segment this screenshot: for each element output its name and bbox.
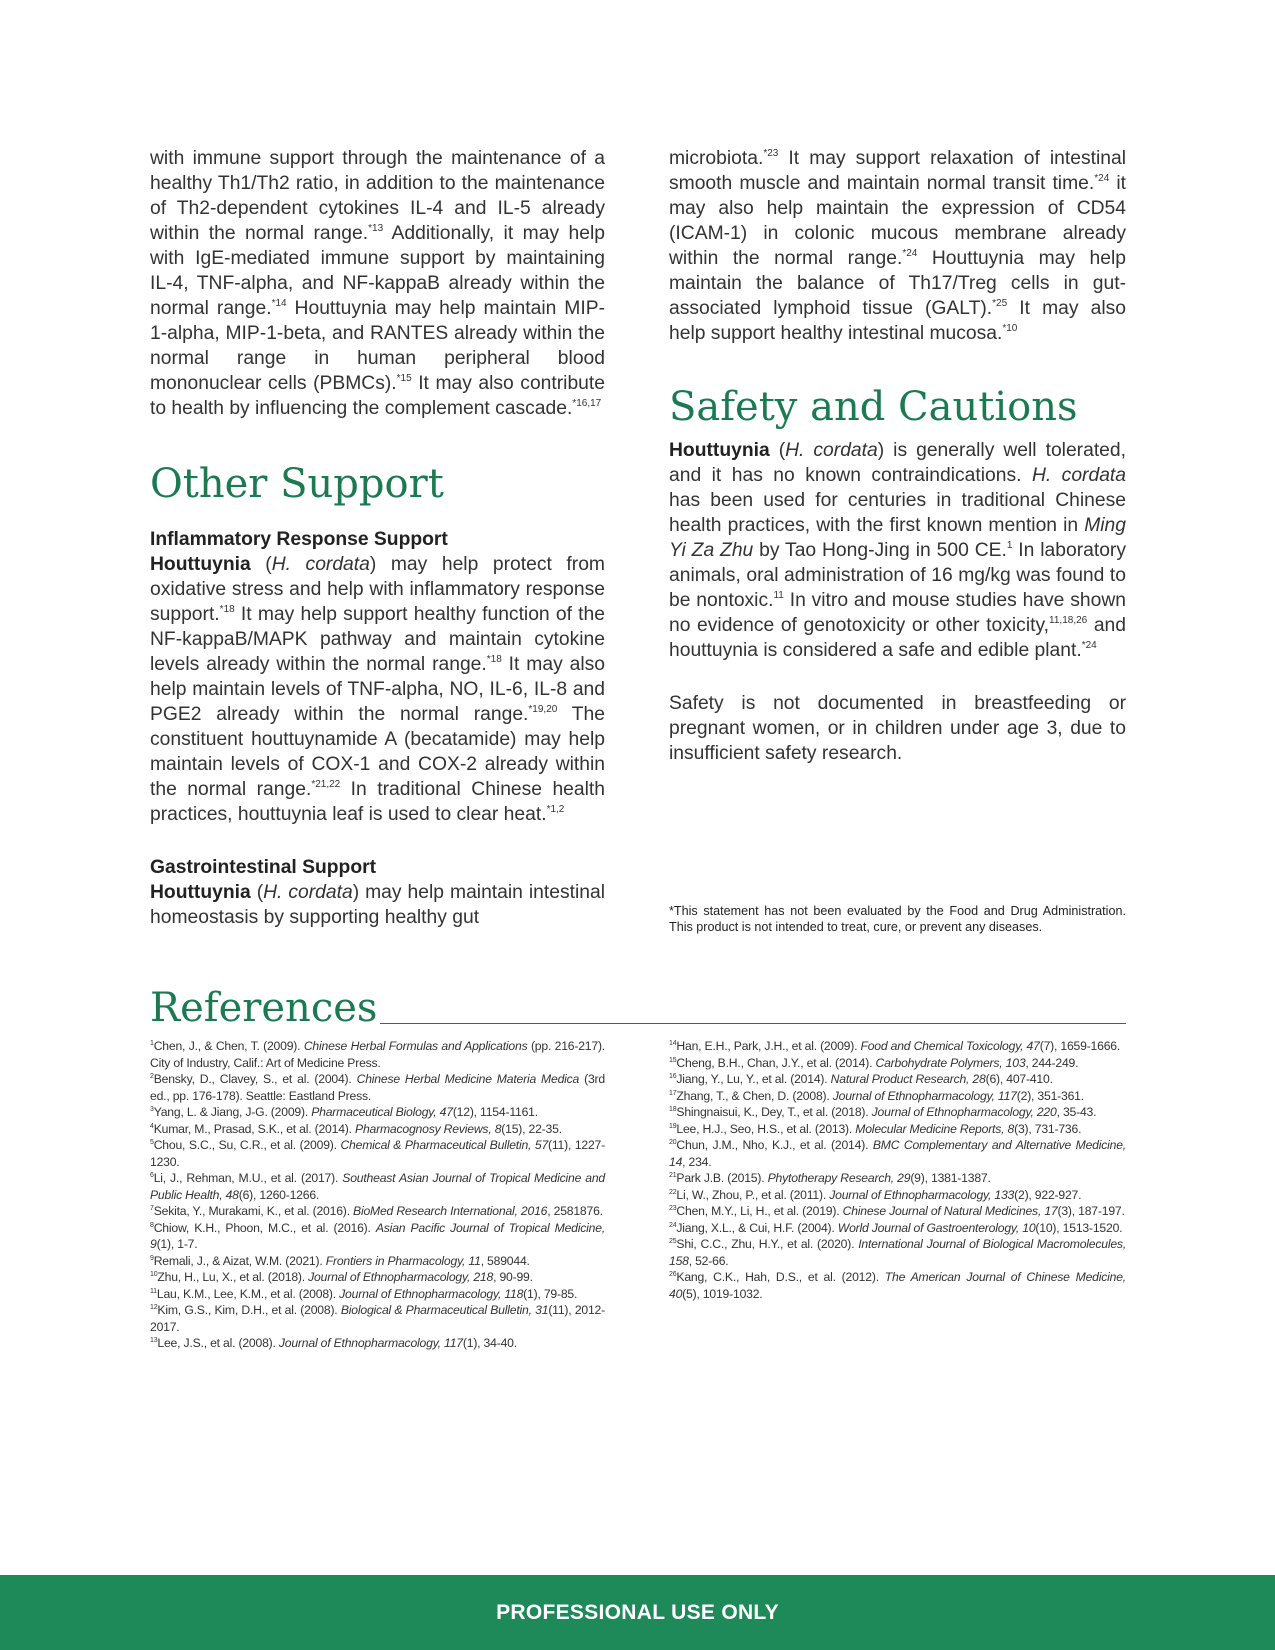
text-run: by Tao Hong-Jing in 500 CE.: [753, 540, 1007, 561]
italic-term: World Journal of Gastroenterology, 10: [837, 1220, 1036, 1235]
reference-entry: [669, 1170, 1126, 1187]
text-run: Bensky, D., Clavey, S., et al. (2004).: [153, 1072, 357, 1086]
reference-entry: [150, 1203, 605, 1220]
text-run: , 234.: [682, 1154, 712, 1169]
references-divider: [380, 1023, 1126, 1024]
references-heading: References: [150, 985, 378, 1031]
italic-term: Phytotherapy Research, 29: [767, 1171, 911, 1185]
text-run: Chen, M.Y., Li, H., et al. (2019).: [676, 1204, 843, 1218]
immune-support-paragraph: [150, 146, 605, 421]
fda-disclaimer: *This statement has not been evaluated by the Food and Drug Administration. This product is not intended to treat, cure, or prevent any diseases.: [669, 904, 1126, 934]
safety-paragraph: [669, 438, 1126, 663]
reference-entry: [669, 1055, 1126, 1072]
text-run: (1), 79-85.: [523, 1286, 578, 1301]
text-run: Chiow, K.H., Phoon, M.C., et al. (2016).: [153, 1220, 376, 1235]
text-run: Jiang, Y., Lu, Y., et al. (2014).: [676, 1072, 831, 1086]
reference-entry: [150, 1071, 605, 1104]
text-run: (5), 1019-1032.: [682, 1286, 763, 1301]
text-run: (7), 1659-1666.: [1039, 1039, 1121, 1053]
gastrointestinal-subheading: Gastrointestinal Support: [150, 857, 377, 878]
text-run: (2), 922-927.: [1014, 1187, 1082, 1202]
italic-term: H. cordata: [271, 554, 370, 575]
italic-term: Pharmacognosy Reviews, 8: [355, 1121, 502, 1136]
spacer: [669, 663, 1126, 691]
citation-superscript: *10: [1002, 323, 1018, 334]
italic-term: Ming Yi Za Zhu: [669, 515, 1126, 561]
gastrointestinal-paragraph: [150, 880, 605, 930]
text-run: The constituent houttuynamide A (becatamide) may help maintain levels of COX-1 and COX-2 already within the normal range.: [150, 704, 606, 800]
reference-entry: [150, 1286, 605, 1303]
inflammatory-response-subheading: Inflammatory Response Support: [150, 529, 448, 550]
italic-term: Journal of Ethnopharmacology, 218: [308, 1270, 494, 1284]
text-run: Additionally, it may help with IgE-mediated immune support by maintaining IL-4, TNF-alpha, and NF-kappaB already within the normal range.: [150, 223, 606, 319]
citation-superscript: 11,18,26: [1049, 615, 1088, 626]
text-run: It may support relaxation of intestinal smooth muscle and maintain normal transit time.: [669, 148, 1126, 194]
reference-entry: [669, 1071, 1126, 1088]
citation-superscript: *14: [271, 298, 287, 309]
italic-term: Chemical & Pharmaceutical Bulletin, 57: [340, 1138, 549, 1152]
italic-term: H. cordata: [1031, 465, 1126, 486]
citation-superscript: *18: [486, 654, 502, 665]
text-run: Houttuynia may help maintain the balance of Th17/Treg cells in gut-associated lymphoid tissue (GALT).: [669, 248, 1126, 319]
citation-superscript: *21,22: [311, 779, 341, 790]
text-run: Li, J., Rehman, M.U., et al. (2017).: [153, 1171, 343, 1185]
italic-term: Pharmaceutical Biology, 47: [311, 1105, 453, 1119]
citation-superscript: 11: [773, 590, 784, 601]
reference-entry: [150, 1220, 605, 1253]
citation-superscript: *18: [219, 604, 235, 615]
text-run: , 52-66.: [688, 1253, 729, 1268]
text-run: Chou, S.C., Su, C.R., et al. (2009).: [153, 1138, 341, 1152]
text-run: It may help support healthy function of the NF-kappaB/MAPK pathway and maintain cytokine levels already within the normal range.: [150, 604, 605, 675]
citation-superscript: 3: [150, 1106, 154, 1113]
text-run: Houttuynia may help maintain MIP-1-alpha, MIP-1-beta, and RANTES already within the normal range in human peripheral blood mononuclear cells (PBMCs).: [150, 298, 606, 394]
italic-term: Frontiers in Pharmacology, 11: [325, 1253, 481, 1268]
citation-superscript: 18: [669, 1106, 677, 1113]
text-run: Shi, C.C., Zhu, H.Y., et al. (2020).: [676, 1237, 859, 1251]
text-run: , 90-99.: [493, 1270, 533, 1284]
text-run: Lau, K.M., Lee, K.M., et al. (2008).: [156, 1286, 340, 1301]
citation-superscript: *13: [368, 223, 384, 234]
text-run: (11), 2012-2017.: [150, 1303, 605, 1334]
text-run: It may also help maintain levels of TNF-alpha, NO, IL-6, IL-8 and PGE2 already within the normal range.: [150, 654, 605, 725]
text-run: Li, W., Zhou, P., et al. (2011).: [676, 1187, 830, 1202]
citation-superscript: *24: [1081, 640, 1097, 651]
text-run: (: [250, 554, 272, 575]
text-run: has been used for centuries in traditional Chinese health practices, with the first known mention in: [669, 490, 1126, 536]
text-run: Remali, J., & Aizat, W.M. (2021).: [153, 1253, 326, 1268]
text-run: (: [250, 882, 264, 903]
citation-superscript: *15: [396, 373, 412, 384]
safety-cautions-heading: Safety and Cautions: [669, 384, 1078, 430]
italic-term: H. cordata: [263, 882, 353, 903]
text-run: It may also contribute to health by influencing the complement cascade.: [150, 373, 605, 419]
reference-entry: [150, 1335, 605, 1352]
citation-superscript: 12: [150, 1304, 158, 1311]
reference-entry: [150, 1104, 605, 1121]
citation-superscript: 23: [669, 1205, 677, 1212]
citation-superscript: 22: [669, 1188, 677, 1196]
text-run: Kang, C.K., Hah, D.S., et al. (2012).: [676, 1270, 885, 1284]
text-run: (10), 1513-1520.: [1035, 1220, 1123, 1235]
reference-entry: [669, 1038, 1126, 1055]
reference-entry: [150, 1038, 605, 1071]
text-run: Park J.B. (2015).: [676, 1171, 768, 1185]
text-run: (15), 22-35.: [501, 1121, 562, 1136]
right-column: [669, 146, 1126, 766]
reference-entry: [669, 1121, 1126, 1138]
text-run: (1), 34-40.: [462, 1336, 517, 1350]
citation-superscript: 13: [150, 1337, 158, 1344]
citation-superscript: 8: [150, 1221, 154, 1229]
reference-entry: [150, 1253, 605, 1270]
citation-superscript: 17: [669, 1089, 677, 1097]
text-run: ) may help protect from oxidative stress and help with inflammatory response support.: [150, 554, 605, 625]
italic-term: Journal of Ethnopharmacology, 117: [832, 1088, 1017, 1103]
reference-entry: [150, 1137, 605, 1170]
text-run: Kumar, M., Prasad, S.K., et al. (2014).: [153, 1121, 356, 1136]
text-run: In laboratory animals, oral administration of 16 mg/kg was found to be nontoxic.: [669, 540, 1126, 611]
text-run: (6), 1260-1266.: [238, 1187, 320, 1202]
reference-entry: [150, 1121, 605, 1138]
reference-entry: [669, 1203, 1126, 1220]
citation-superscript: 25: [669, 1238, 677, 1245]
text-run: (3rd ed., pp. 176-178). Seattle: Eastland Press.: [150, 1072, 605, 1103]
text-run: In traditional Chinese health practices, houttuynia leaf is used to clear heat.: [150, 779, 605, 825]
bold-term: Houttuynia: [669, 440, 770, 461]
italic-term: Food and Chemical Toxicology, 47: [860, 1039, 1040, 1053]
citation-superscript: *16,17: [572, 398, 602, 409]
italic-term: Natural Product Research, 28: [830, 1072, 986, 1086]
text-run: and houttuynia is considered a safe and edible plant.: [669, 615, 1126, 661]
reference-entry: [669, 1269, 1126, 1302]
text-run: Shingnaisui, K., Dey, T., et al. (2018).: [676, 1105, 872, 1119]
italic-term: Southeast Asian Journal of Tropical Medicine and Public Health, 48: [150, 1171, 605, 1202]
text-run: (1), 1-7.: [156, 1237, 198, 1251]
text-run: (6), 407-410.: [985, 1072, 1053, 1086]
citation-superscript: 11: [150, 1287, 157, 1295]
text-run: , 244-249.: [1025, 1055, 1079, 1070]
citation-superscript: 24: [669, 1221, 677, 1229]
italic-term: The American Journal of Chinese Medicine, 40: [669, 1270, 1126, 1301]
inflammatory-response-paragraph: [150, 552, 605, 827]
citation-superscript: 9: [150, 1254, 154, 1262]
professional-use-label: PROFESSIONAL USE ONLY: [496, 1600, 779, 1624]
text-run: Kim, G.S., Kim, D.H., et al. (2008).: [157, 1303, 341, 1317]
text-run: ) is generally well tolerated, and it has no known contraindications.: [669, 440, 1126, 486]
safety-insufficient-research-paragraph: Safety is not documented in breastfeeding or pregnant women, or in children under age 3, due to insufficient safety research.: [669, 693, 1126, 764]
citation-superscript: 26: [669, 1271, 677, 1278]
italic-term: Biological & Pharmaceutical Bulletin, 31: [340, 1303, 549, 1317]
citation-superscript: 1: [150, 1040, 154, 1047]
text-run: Cheng, B.H., Chan, J.Y., et al. (2014).: [676, 1055, 876, 1070]
reference-entry: [669, 1104, 1126, 1121]
text-run: Jiang, X.L., & Cui, H.F. (2004).: [676, 1220, 838, 1235]
bold-term: Houttuynia: [150, 554, 251, 575]
references-list-left: [150, 1038, 605, 1352]
italic-term: Carbohydrate Polymers, 103: [875, 1055, 1026, 1070]
text-run: (9), 1381-1387.: [910, 1171, 991, 1185]
text-run: (3), 731-736.: [1014, 1121, 1082, 1136]
citation-superscript: 21: [669, 1172, 677, 1179]
text-run: (2), 351-361.: [1016, 1088, 1084, 1103]
text-run: Sekita, Y., Murakami, K., et al. (2016).: [153, 1204, 354, 1218]
text-run: it may also help maintain the expression of CD54 (ICAM-1) in colonic mucous membrane already within the normal range.: [669, 173, 1126, 269]
reference-entry: [669, 1220, 1126, 1237]
italic-term: Journal of Ethnopharmacology, 118: [339, 1286, 524, 1301]
citation-superscript: 16: [669, 1073, 677, 1080]
other-support-heading: Other Support: [150, 461, 444, 507]
text-run: , 2581876.: [547, 1204, 603, 1218]
italic-term: Molecular Medicine Reports, 8: [855, 1121, 1015, 1136]
italic-term: Journal of Ethnopharmacology, 133: [829, 1187, 1015, 1202]
citation-superscript: 10: [150, 1271, 158, 1278]
citation-superscript: 6: [150, 1172, 154, 1179]
italic-term: BioMed Research International, 2016: [353, 1204, 548, 1218]
italic-term: BMC Complementary and Alternative Medicine, 14: [669, 1138, 1126, 1169]
text-run: (pp. 216-217). City of Industry, Calif.: Art of Medicine Press.: [150, 1039, 605, 1070]
text-run: , 589044.: [480, 1253, 530, 1268]
italic-term: Asian Pacific Journal of Tropical Medicine, 9: [150, 1220, 606, 1251]
spacer: [150, 827, 605, 855]
bold-term: Houttuynia: [150, 882, 251, 903]
citation-superscript: 7: [150, 1205, 154, 1212]
text-run: (12), 1154-1161.: [452, 1105, 538, 1119]
text-run: (3), 187-197.: [1057, 1204, 1125, 1218]
citation-superscript: 20: [669, 1139, 677, 1146]
citation-superscript: *24: [902, 248, 918, 259]
text-run: with immune support through the maintenance of a healthy Th1/Th2 ratio, in addition to the maintenance of Th2-dependent cytokines IL-4 and IL-5 already within the normal range.: [150, 148, 605, 244]
citation-superscript: 1: [1006, 540, 1013, 551]
text-run: Chen, J., & Chen, T. (2009).: [153, 1039, 304, 1053]
italic-term: Chinese Herbal Medicine Materia Medica: [356, 1072, 580, 1086]
text-run: Zhu, H., Lu, X., et al. (2018).: [157, 1270, 309, 1284]
text-run: In vitro and mouse studies have shown no evidence of genotoxicity or other toxicity,: [669, 590, 1126, 636]
text-run: Lee, H.J., Seo, H.S., et al. (2013).: [676, 1121, 856, 1136]
citation-superscript: *25: [992, 298, 1008, 309]
text-run: Han, E.H., Park, J.H., et al. (2009).: [676, 1039, 861, 1053]
text-run: Zhang, T., & Chen, D. (2008).: [676, 1088, 833, 1103]
text-run: microbiota.: [669, 148, 764, 169]
text-run: Lee, J.S., et al. (2008).: [157, 1336, 279, 1350]
reference-entry: [669, 1187, 1126, 1204]
text-run: ) may help maintain intestinal homeostasis by supporting healthy gut: [150, 882, 605, 928]
citation-superscript: 19: [669, 1122, 677, 1130]
citation-superscript: 15: [669, 1056, 677, 1064]
italic-term: Chinese Herbal Formulas and Applications: [303, 1039, 528, 1053]
references-header: [150, 985, 1126, 1031]
reference-entry: [669, 1137, 1126, 1170]
citation-superscript: 2: [150, 1073, 154, 1080]
citation-superscript: 14: [669, 1040, 677, 1047]
citation-superscript: 5: [150, 1139, 154, 1146]
reference-entry: [669, 1088, 1126, 1105]
citation-superscript: 4: [150, 1122, 154, 1130]
references-list-right: [669, 1038, 1126, 1302]
reference-entry: [150, 1269, 605, 1286]
italic-term: Journal of Ethnopharmacology, 220: [871, 1105, 1057, 1119]
text-run: (: [769, 440, 786, 461]
footer-banner: [0, 1575, 1275, 1650]
reference-entry: [150, 1170, 605, 1203]
citation-superscript: *19,20: [528, 704, 558, 715]
italic-term: International Journal of Biological Macromolecules, 158: [669, 1237, 1127, 1268]
text-run: Chun, J.M., Nho, K.J., et al. (2014).: [676, 1138, 873, 1152]
reference-entry: [150, 1302, 605, 1335]
left-column: [150, 146, 605, 930]
reference-entry: [669, 1236, 1126, 1269]
text-run: , 35-43.: [1056, 1105, 1097, 1119]
gastrointestinal-continuation-paragraph: [669, 146, 1126, 346]
italic-term: Chinese Journal of Natural Medicines, 17: [842, 1204, 1058, 1218]
text-run: Yang, L. & Jiang, J-G. (2009).: [153, 1105, 312, 1119]
citation-superscript: *24: [1094, 173, 1110, 184]
citation-superscript: *1,2: [546, 804, 565, 815]
text-run: It may also help support healthy intestinal mucosa.: [669, 298, 1126, 344]
italic-term: H. cordata: [785, 440, 878, 461]
citation-superscript: *23: [763, 148, 779, 159]
text-run: (11), 1227-1230.: [150, 1138, 605, 1169]
italic-term: Journal of Ethnopharmacology, 117: [278, 1336, 463, 1350]
